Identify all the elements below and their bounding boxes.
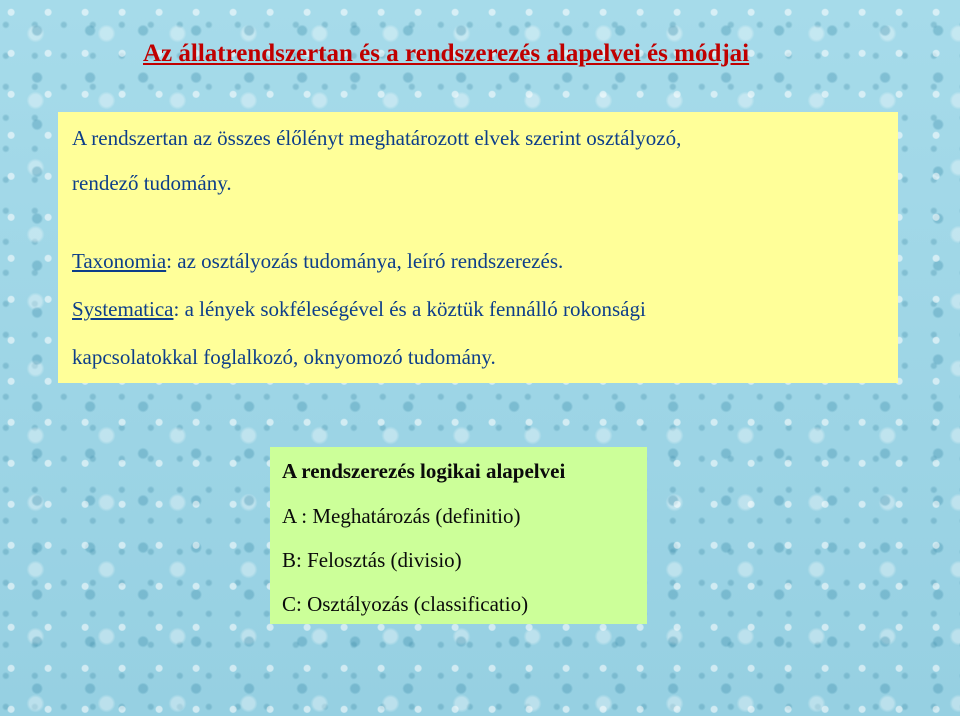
taxonomia-text: : az osztályozás tudománya, leíró rendszerezés. bbox=[166, 249, 564, 273]
systematica-text: : a lények sokféleségével és a köztük fennálló rokonsági bbox=[173, 297, 646, 321]
systematica-definition-cont: kapcsolatokkal foglalkozó, oknyomozó tudomány. bbox=[72, 345, 496, 369]
principles-box bbox=[270, 447, 647, 624]
systematica-definition bbox=[72, 295, 898, 323]
definition-box bbox=[58, 112, 898, 383]
principle-item-a: A : Meghatározás (definitio) bbox=[282, 504, 521, 528]
principles-heading: A rendszerezés logikai alapelvei bbox=[282, 459, 566, 483]
principle-item-b: B: Felosztás (divisio) bbox=[282, 548, 462, 572]
taxonomia-definition bbox=[72, 247, 898, 275]
taxonomia-term: Taxonomia bbox=[72, 249, 167, 273]
slide-title: Az állatrendszertan és a rendszerezés alapelvei és módjai bbox=[143, 40, 750, 67]
principle-item-c: C: Osztályozás (classificatio) bbox=[282, 592, 529, 616]
definition-line-1: A rendszertan az összes élőlényt meghatározott elvek szerint osztályozó, bbox=[72, 126, 682, 150]
systematica-term: Systematica bbox=[72, 297, 174, 321]
definition-line-2: rendező tudomány. bbox=[72, 171, 232, 195]
